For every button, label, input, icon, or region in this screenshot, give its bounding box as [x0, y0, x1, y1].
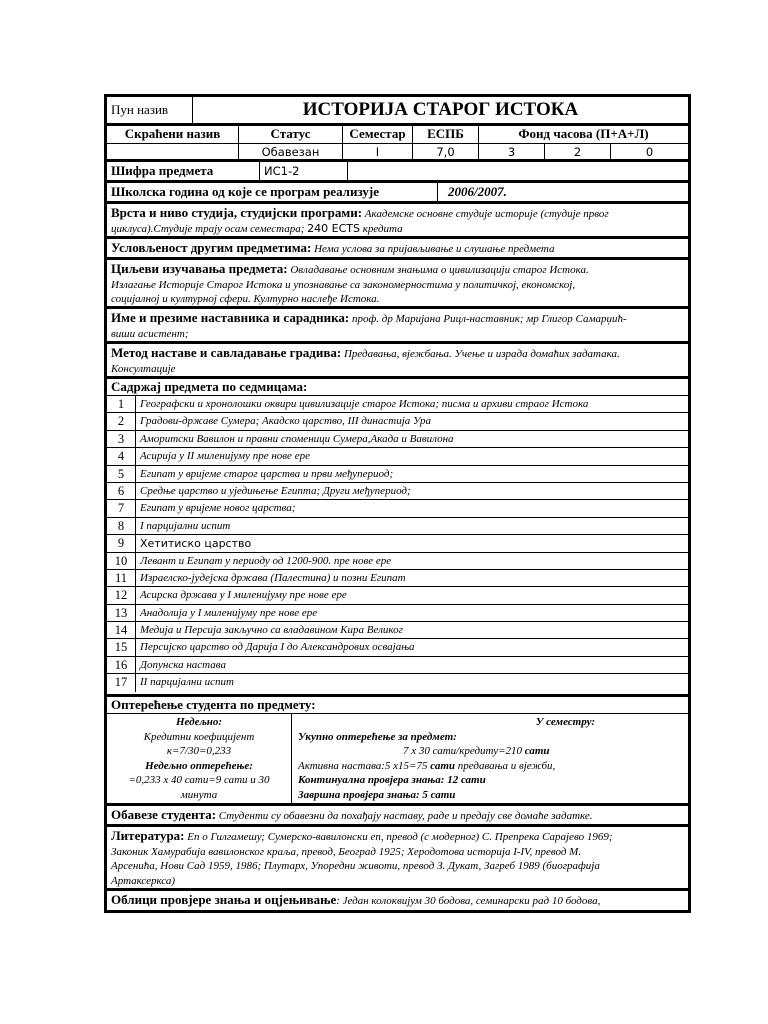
total-load-label: Укупно оптерећење за предмет:: [298, 730, 457, 743]
week-number: 3: [117, 431, 125, 446]
week-row: [107, 431, 688, 448]
status-value: Обавезан: [238, 144, 342, 160]
week-topic: Египат у вријеме новог царства;: [135, 500, 688, 516]
school-year-label: Школска година од које се програм реализује: [111, 184, 380, 199]
full-name-row: [107, 97, 688, 126]
obligations-value: Студенти су обавезни да похађају наставу, раде и предају све домаће задатке.: [216, 810, 593, 822]
method-label: Метод наставе и савладавање градива:: [111, 345, 342, 360]
week-number: 9: [117, 536, 125, 551]
study-type-value: Академске основне студије историје (студије првог: [362, 208, 609, 220]
week-topic: Средње царство и уједињење Египта; Други међупериод;: [135, 483, 688, 499]
goals-row: [107, 260, 688, 309]
week-number: 7: [117, 501, 125, 516]
week-topic: Левант и Египат у периоду од 1200-900. пре нове ере: [135, 553, 688, 569]
method-line-1: Предавања, вјежбања. Учење и израда домаћих задатака.: [341, 348, 620, 360]
active-teaching-formula: Активна настава:5 x15=75: [298, 759, 431, 772]
obligations-row: [107, 806, 688, 827]
week-row: [107, 553, 688, 570]
student-load-section: [107, 697, 688, 806]
total-load-unit: сати: [524, 745, 550, 757]
week-row: [107, 500, 688, 517]
week-topic: II парцијални испит: [135, 674, 688, 691]
teachers-line-1: проф. др Маријана Рицл-наставник; мр Глигор Самарџић-: [349, 313, 627, 325]
week-number: 1: [117, 397, 125, 411]
week-row: [107, 448, 688, 465]
week-topic: Египат у вријеме старог царства и први међупериод;: [135, 466, 688, 482]
week-row: [107, 396, 688, 413]
method-row: [107, 344, 688, 379]
semester-load-heading: У семестру:: [535, 716, 595, 728]
week-topic: Медија и Персија закључно са владавином Кира Великог: [135, 622, 688, 638]
student-load-title: Оптерећење студента по предмету:: [107, 697, 688, 714]
credit-coefficient-label: Кредитни коефицијент: [143, 730, 255, 743]
week-row: [107, 674, 688, 691]
course-code-value: ИС1-2: [259, 162, 347, 180]
semester-label: Семестар: [342, 126, 412, 143]
goals-label: Циљеви изучавања предмета:: [111, 261, 288, 276]
goals-line-1: Овладавање основним знањима о цивилизацији старог Истока.: [287, 264, 589, 276]
continuous-assessment: Континуална провјера знања: 12 сати: [298, 774, 486, 786]
goals-line-2: Излагање Историје Старог Истока и упознавање са закономерностима у политичкој, економској,: [111, 278, 576, 291]
prerequisite-value: Нема услова за пријављивање и слушање предмета: [311, 243, 555, 255]
week-number: 14: [114, 623, 128, 638]
literature-line-3: Арсенића, Нови Сад 1959, 1986; Плутарх, Упоредни животи, превод З. Дукат, Загреб 1989 (биографија: [111, 860, 600, 872]
final-assessment: Завршна провјера знања: 5 сати: [298, 788, 456, 801]
week-topic: Градови-државе Сумера; Акадско царство, III династија Ура: [135, 413, 688, 429]
week-row: [107, 535, 688, 552]
hours-a-value: 2: [544, 144, 610, 160]
week-row: [107, 605, 688, 622]
method-line-2: Консултације: [111, 362, 176, 375]
short-name-label: Скраћени назив: [124, 126, 221, 141]
study-type-ects: 240 ECTS: [307, 221, 360, 235]
weekly-load-subheading: Недељно оптерећење:: [145, 759, 253, 772]
literature-label: Литература:: [111, 828, 185, 843]
week-row: [107, 639, 688, 656]
full-name-label: Пун назив: [111, 102, 169, 117]
week-row: [107, 587, 688, 604]
week-topic: Аморитски Вавилон и правни споменици Сумера,Акада и Вавилона: [135, 431, 688, 447]
school-year-row: [107, 183, 688, 204]
week-number: 12: [114, 588, 128, 603]
semester-load-column: [291, 714, 688, 803]
assessment-label: Облици провјере знања и оцјењивање: [111, 892, 337, 907]
course-code-empty: [347, 162, 688, 180]
week-topic: Израелско-јудејска држава (Палестина) и позни Египат: [135, 570, 688, 586]
week-number: 2: [117, 414, 125, 429]
week-topic: Асирија у II миленијуму пре нове ере: [135, 448, 688, 464]
assessment-value: : Један колоквијум 30 бодова, семинарски рад 10 бодова,: [336, 895, 601, 907]
week-number: 13: [114, 605, 128, 620]
week-number: 17: [114, 675, 128, 690]
week-row: [107, 483, 688, 500]
school-year-value: 2006/2007.: [437, 183, 688, 201]
literature-row: [107, 827, 688, 891]
week-row: [107, 413, 688, 430]
course-code-label: Шифра предмета: [111, 163, 214, 178]
credit-coefficient-value: к=7/30=0,233: [166, 745, 232, 757]
status-label: Статус: [238, 126, 342, 143]
week-topic: Географски и хронолошки оквири цивилизације старог Истока; писма и архиви страог Истока: [135, 396, 688, 412]
week-topic: Допунска настава: [135, 657, 688, 673]
week-row: [107, 466, 688, 483]
week-number: 5: [117, 466, 125, 481]
week-number: 15: [114, 640, 128, 655]
course-code-row: [107, 162, 688, 183]
week-topic: Персијско царство од Дарија I до Александрових освајања: [135, 639, 688, 655]
week-number: 16: [114, 657, 128, 672]
hours-l-value: 0: [610, 144, 688, 160]
week-topic: I парцијални испит: [135, 518, 688, 534]
literature-line-4: Артаксеркса): [111, 874, 175, 887]
week-number: 4: [117, 449, 125, 464]
hours-label: Фонд часова (П+А+Л): [478, 126, 688, 143]
course-info-row: [107, 126, 688, 162]
study-type-row: [107, 204, 688, 239]
week-number: 10: [114, 553, 128, 568]
weekly-load-formula: =0,233 x 40 сати=9 сати и 30: [128, 774, 270, 786]
semester-value: I: [342, 144, 412, 160]
weekly-load-column: [107, 714, 291, 803]
hours-p-value: 3: [478, 144, 544, 160]
weekly-content-title: Садржај предмета по седмицама:: [107, 379, 688, 396]
literature-line-2: Законик Хамурабија вавилонског краља, превод, Београд 1925; Херодотова историја I-IV, превод М.: [111, 845, 582, 858]
teachers-line-2: виши асистент;: [111, 327, 189, 340]
ects-label: ЕСПБ: [412, 126, 478, 143]
short-name-value: [107, 144, 238, 160]
week-number: 11: [114, 570, 128, 585]
total-load-formula: 7 x 30 сати/кредиту=210: [403, 745, 525, 757]
weekly-load-heading: Недељно:: [175, 716, 223, 728]
obligations-label: Обавезе студента:: [111, 807, 217, 822]
study-type-label: Врста и ниво студија, студијски програми:: [111, 205, 363, 220]
literature-line-1: Еп о Гилгамешу; Сумерско-вавилонски еп, превод (с модерног) С. Препрека Сарајево 1969;: [184, 831, 613, 843]
week-number: 8: [117, 518, 125, 533]
assessment-row: [107, 891, 688, 910]
week-topic: Асирска држава у I миленијуму пре нове ере: [135, 587, 688, 603]
week-row: [107, 622, 688, 639]
prerequisite-label: Условљеност другим предметима:: [111, 240, 312, 255]
study-type-duration: циклуса).Студије трају осам семестара;: [111, 222, 308, 235]
ects-value: 7,0: [412, 144, 478, 160]
week-number: 6: [117, 483, 125, 498]
week-topic: Анадолија у I миленијуму пре нове ере: [135, 605, 688, 621]
active-teaching-unit: сати: [430, 759, 456, 772]
teachers-label: Име и презиме наставника и сарадника:: [111, 310, 350, 325]
weekly-content-section: [107, 379, 688, 697]
week-row: [107, 570, 688, 587]
teachers-row: [107, 309, 688, 344]
course-syllabus-table: [104, 94, 691, 913]
week-topic: Хетитиско царство: [135, 535, 688, 551]
week-row: [107, 518, 688, 535]
active-teaching-desc: предавања и вјежби,: [455, 759, 556, 772]
prerequisite-row: [107, 239, 688, 260]
course-title: ИСТОРИЈА СТАРОГ ИСТОКА: [192, 97, 688, 123]
week-row: [107, 657, 688, 674]
weekly-load-minutes: минута: [180, 788, 218, 801]
goals-line-3: социјалној и културној сфери. Културно наслеђе Истока.: [111, 293, 380, 305]
weekly-content-list: [107, 396, 688, 692]
study-type-credits: кредита: [359, 222, 403, 235]
